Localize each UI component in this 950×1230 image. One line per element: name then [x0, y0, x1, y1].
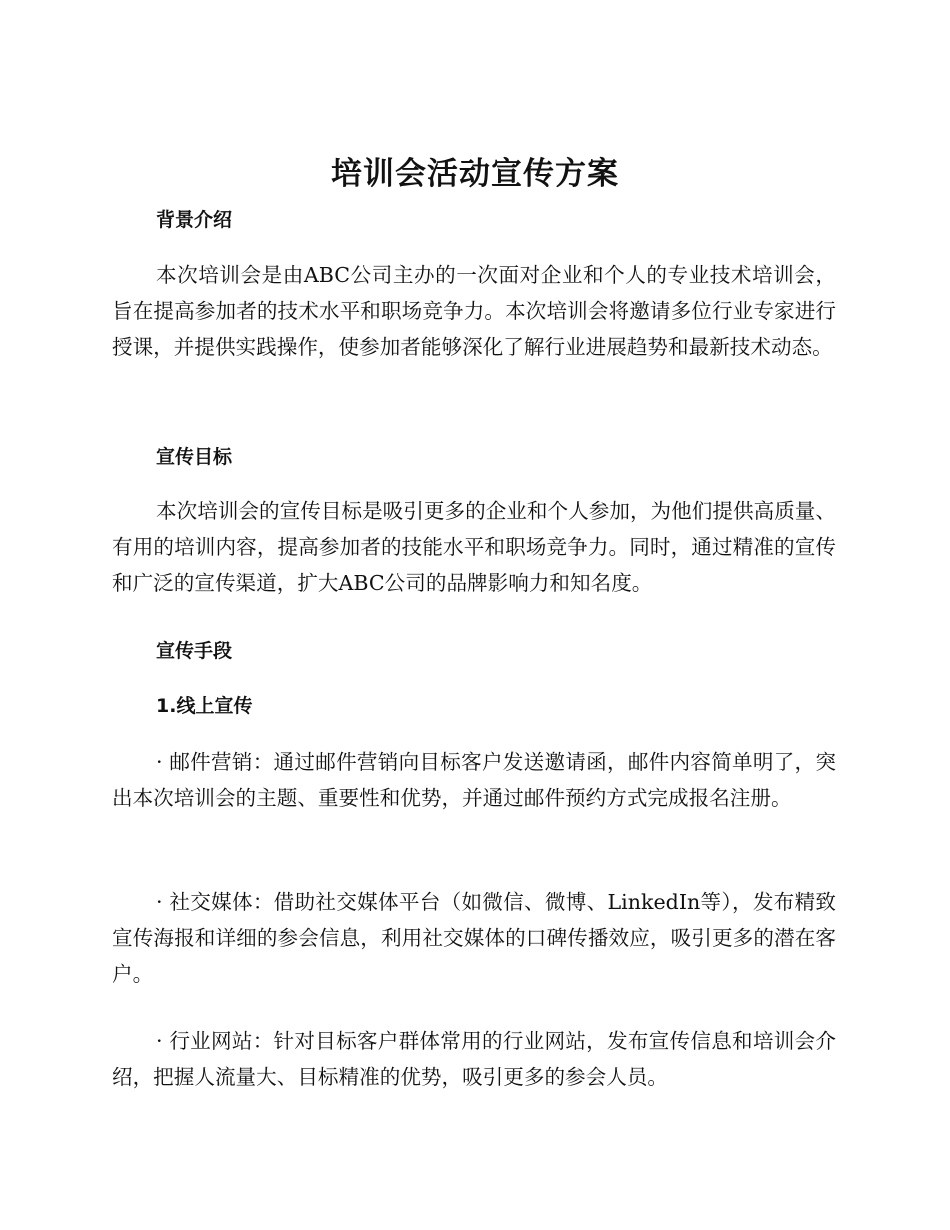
- paragraph-social-media: · 社交媒体：借助社交媒体平台（如微信、微博、LinkedIn等），发布精致宣传海报和详细的参会信息，利用社交媒体的口碑传播效应，吸引更多的潜在客户。: [112, 890, 836, 986]
- paragraph-industry-websites: · 行业网站：针对目标客户群体常用的行业网站，发布宣传信息和培训会介绍，把握人流量大、目标精准的优势，吸引更多的参会人员。: [112, 1029, 836, 1089]
- section-heading-goal: 宣传目标: [156, 446, 233, 468]
- paragraph-goal: 本次培训会的宣传目标是吸引更多的企业和个人参加，为他们提供高质量、有用的培训内容，提高参加者的技能水平和职场竞争力。同时，通过精准的宣传和广泛的宣传渠道，扩大ABC公司的品牌影响力和知名度。: [112, 499, 836, 595]
- paragraph-background: 本次培训会是由ABC公司主办的一次面对企业和个人的专业技术培训会，旨在提高参加者的技术水平和职场竞争力。本次培训会将邀请多位行业专家进行授课，并提供实践操作，使参加者能够深化了解行业进展趋势和最新技术动态。: [112, 263, 836, 359]
- section-heading-methods: 宣传手段: [156, 640, 233, 662]
- document-title: 培训会活动宣传方案: [331, 156, 619, 192]
- subheading-online: 1.线上宣传: [156, 695, 253, 717]
- section-heading-background: 背景介绍: [156, 209, 233, 231]
- paragraph-email-marketing: · 邮件营销：通过邮件营销向目标客户发送邀请函，邮件内容简单明了，突出本次培训会的主题、重要性和优势，并通过邮件预约方式完成报名注册。: [112, 750, 836, 810]
